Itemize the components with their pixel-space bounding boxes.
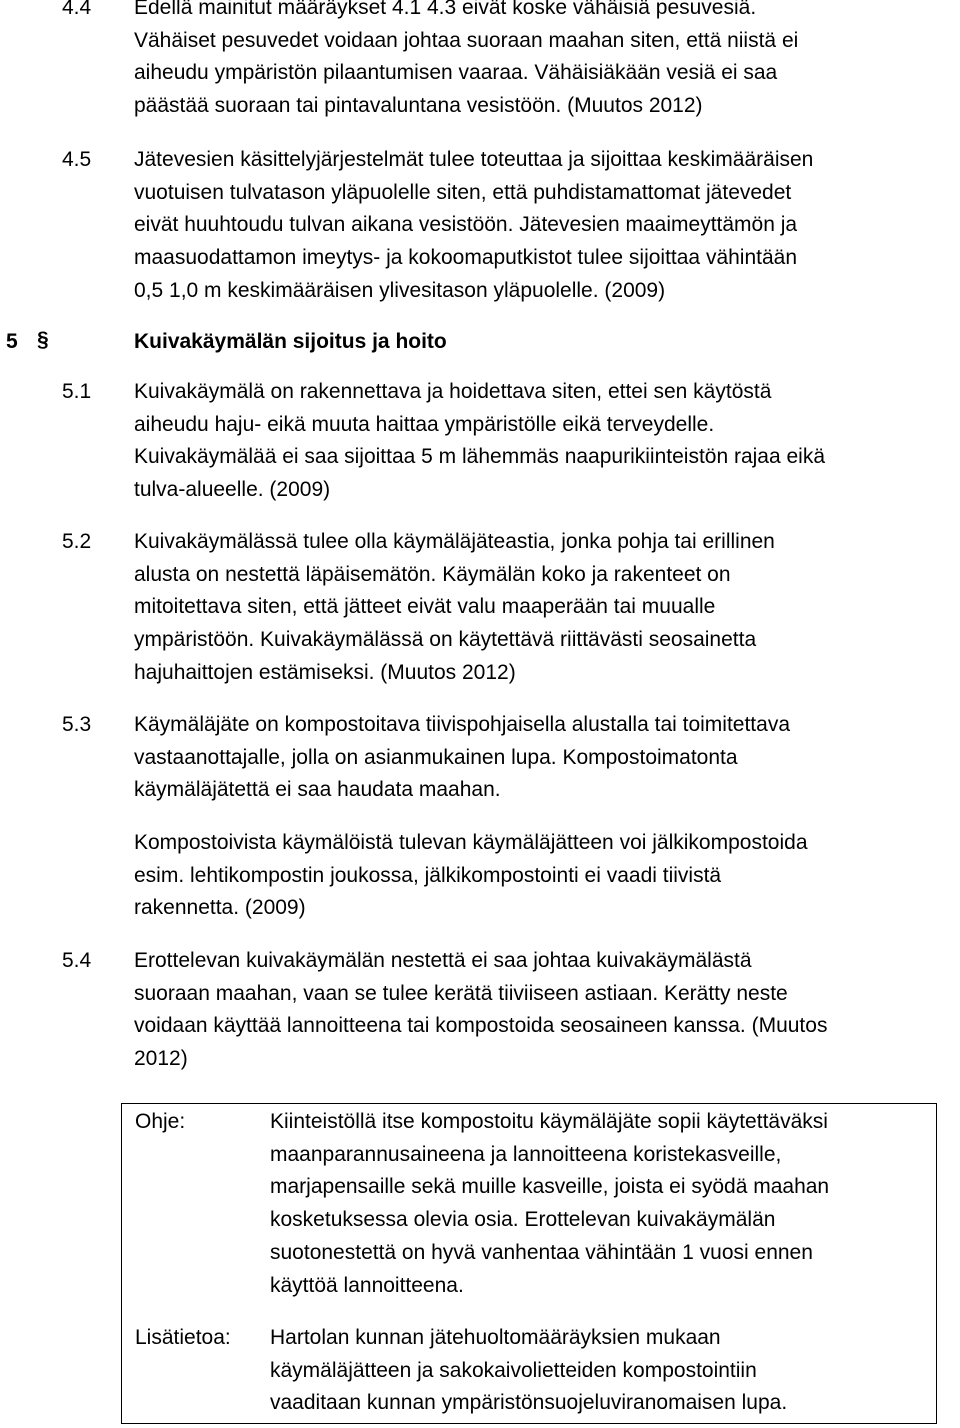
ohje-label: Ohje:	[135, 1110, 186, 1133]
text-line: Kiinteistöllä itse kompostoitu käymäläjäte sopii käytettäväksi	[270, 1110, 828, 1133]
text-line: käyttöä lannoitteena.	[270, 1273, 464, 1297]
item-number: 5.3	[62, 713, 92, 736]
text-line: päästää suoraan tai pintavaluntana vesistöön. (Muutos 2012)	[134, 94, 703, 118]
text-line: mitoitettava siten, että jätteet eivät valu maaperään tai muualle	[134, 595, 716, 619]
text-line: maanparannusaineena ja lannoitteena koristekasveille,	[270, 1142, 782, 1166]
text-line: alusta on nestettä läpäisemätön. Käymälän koko ja rakenteet on	[134, 562, 731, 586]
text-line: eivät huuhtoudu tulvan aikana vesistöön. Jätevesien maaimeyttämön ja	[134, 213, 798, 237]
section-symbol: §	[37, 328, 49, 351]
item-text	[134, 0, 934, 123]
text-line: marjapensaille sekä muille kasveille, joista ei syödä maahan	[270, 1175, 830, 1199]
text-line: hajuhaittojen estämiseksi. (Muutos 2012)	[134, 660, 516, 684]
item-text	[134, 709, 934, 807]
text-line: Käymäläjäte on kompostoitava tiivispohjaisella alustalla tai toimitettava	[134, 713, 791, 736]
text-line: Kompostoivista käymälöistä tulevan käymäläjätteen voi jälkikompostoida	[134, 831, 808, 854]
text-line: Jätevesien käsittelyjärjestelmät tulee toteuttaa ja sijoittaa keskimääräisen	[134, 148, 814, 171]
item-text	[134, 945, 934, 1076]
text-line: aiheudu ympäristön pilaantumisen vaaraa. Vähäisiäkään vesiä ei saa	[134, 61, 778, 85]
text-line: käymäläjätettä ei saa haudata maahan.	[134, 778, 501, 802]
text-line: vuotuisen tulvatason yläpuolelle siten, että puhdistamattomat jätevedet	[134, 180, 792, 204]
item-number: 4.4	[62, 0, 92, 19]
item-text	[134, 526, 934, 690]
item-text	[134, 376, 934, 507]
text-line: maasuodattamon imeytys- ja kokoomaputkistot tulee sijoittaa vähintään	[134, 246, 798, 270]
text-line: tulva-alueelle. (2009)	[134, 478, 331, 502]
text-line: Vähäiset pesuvedet voidaan johtaa suoraan maahan siten, että niistä ei	[134, 28, 799, 52]
text-line: 2012)	[134, 1047, 188, 1071]
lisatietoa-text	[270, 1322, 930, 1420]
item-number: 5.1	[62, 380, 92, 403]
text-line: Kuivakäymälä on rakennettava ja hoidettava siten, ettei sen käytöstä	[134, 380, 772, 403]
lisatietoa-label: Lisätietoa:	[135, 1326, 231, 1349]
text-line: käymäläjätteen ja sakokaivolietteiden kompostointiin	[270, 1358, 757, 1382]
section-heading	[0, 327, 960, 361]
text-line: rakennetta. (2009)	[134, 896, 306, 920]
section-number: 5	[6, 330, 18, 353]
item-text	[134, 827, 934, 925]
section-title: Kuivakäymälän sijoitus ja hoito	[134, 330, 447, 353]
text-line: suotonestettä on hyvä vanhentaa vähintään 1 vuosi ennen	[270, 1240, 813, 1264]
text-line: vastaanottajalle, jolla on asianmukainen lupa. Kompostoimatonta	[134, 745, 738, 769]
item-text	[134, 144, 934, 308]
text-line: Edellä mainitut määräykset 4.1 4.3 eivät koske vähäisiä pesuvesiä.	[134, 0, 757, 19]
item-number: 5.2	[62, 530, 92, 553]
text-line: Hartolan kunnan jätehuoltomääräyksien mukaan	[270, 1326, 721, 1349]
text-line: voidaan käyttää lannoitteena tai kompostoida seosaineen kanssa. (Muutos	[134, 1014, 828, 1038]
text-line: 0,5 1,0 m keskimääräisen ylivesitason yläpuolelle. (2009)	[134, 278, 666, 302]
ohje-text	[270, 1106, 930, 1302]
guidance-box	[121, 1103, 937, 1424]
text-line: Erottelevan kuivakäymälän nestettä ei saa johtaa kuivakäymälästä	[134, 949, 752, 972]
text-line: Kuivakäymälää ei saa sijoittaa 5 m lähemmäs naapurikiinteistön rajaa eikä	[134, 445, 826, 469]
text-line: kosketuksessa olevia osia. Erottelevan kuivakäymälän	[270, 1208, 776, 1232]
item-number: 5.4	[62, 949, 92, 972]
text-line: suoraan maahan, vaan se tulee kerätä tiiviiseen astiaan. Kerätty neste	[134, 981, 788, 1005]
text-line: aiheudu haju- eikä muuta haittaa ympäristölle eikä terveydelle.	[134, 412, 715, 436]
text-line: ympäristöön. Kuivakäymälässä on käytettävä riittävästi seosainetta	[134, 628, 757, 652]
text-line: Kuivakäymälässä tulee olla käymäläjäteastia, jonka pohja tai erillinen	[134, 530, 775, 553]
item-number: 4.5	[62, 148, 92, 171]
text-line: esim. lehtikompostin joukossa, jälkikompostointi ei vaadi tiivistä	[134, 863, 722, 887]
text-line: vaaditaan kunnan ympäristönsuojeluviranomaisen lupa.	[270, 1391, 788, 1415]
